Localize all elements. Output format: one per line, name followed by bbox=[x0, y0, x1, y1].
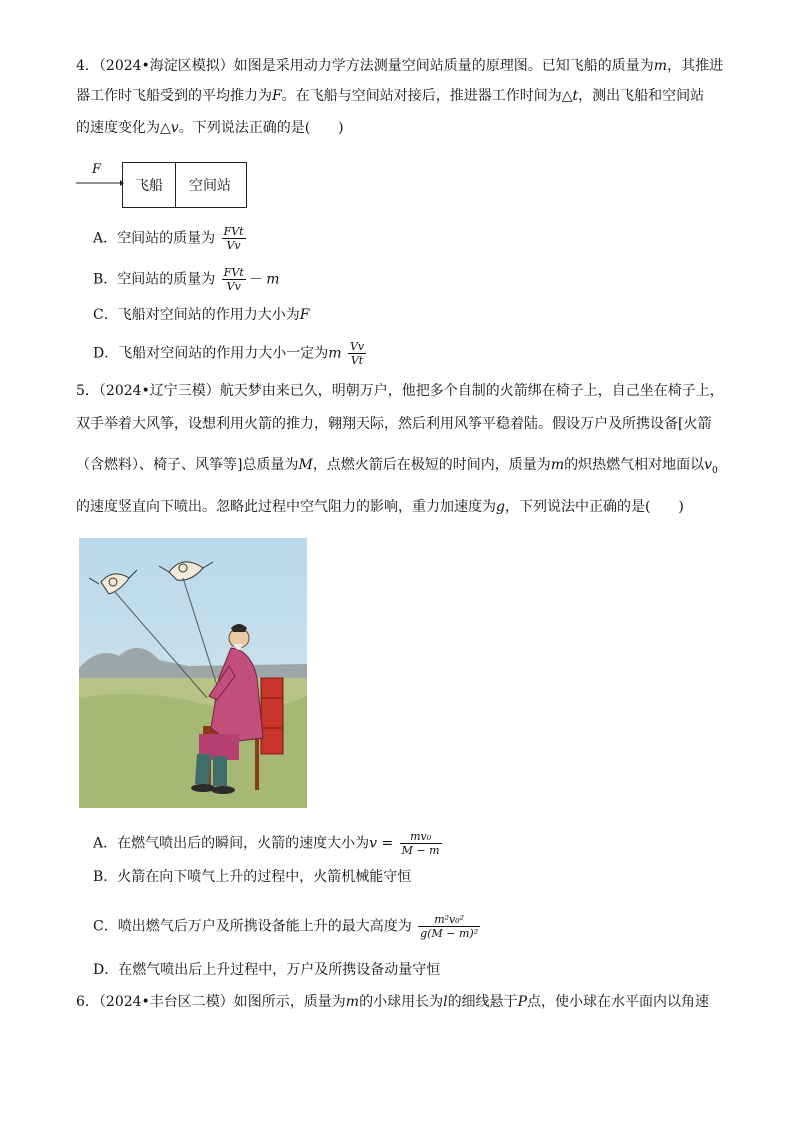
q4-diagram bbox=[76, 158, 256, 210]
q5-option-d[interactable]: D．在燃气喷出后上升过程中，万户及所携设备动量守恒 bbox=[93, 962, 441, 978]
q4-line-2: 器工作时飞船受到的平均推力为F。在飞船与空间站对接后，推进器工作时间为△t，测出飞船和空间站 bbox=[76, 88, 705, 104]
fraction: $\frac{\text{FVt}}{Vv}$ bbox=[223, 225, 244, 252]
q4-line-3: 的速度变化为△v。下列说法正确的是( ) bbox=[76, 120, 344, 136]
q5-line-4: 的速度竖直向下喷出。忽略此过程中空气阻力的影响，重力加速度为g，下列说法中正确的是( ) bbox=[76, 499, 684, 515]
q4-option-b[interactable]: B．空间站的质量为 $\frac{\text{FVt}}{Vv}$ － m bbox=[93, 266, 280, 293]
q5-option-a[interactable]: A．在燃气喷出后的瞬间，火箭的速度大小为v = $\frac{\text{mv₀}}{M - m}$ bbox=[93, 830, 440, 857]
fraction: $\frac{\text{m²v₀²}}{\text{g(M − m)²}}$ bbox=[420, 913, 479, 940]
q4-option-a[interactable]: A．空间站的质量为 $\frac{\text{FVt}}{Vv}$ bbox=[93, 225, 244, 252]
q6-line-1: 6．（2024•丰台区二模）如图所示，质量为m的小球用长为l的细线悬于P点，使小球在水平面内以角速 bbox=[76, 994, 709, 1010]
force-arrow-icon bbox=[76, 178, 124, 188]
force-label: F bbox=[92, 162, 102, 177]
q5-line-2: 双手举着大风筝，设想利用火箭的推力，翱翔天际，然后利用风筝平稳着陆。假设万户及所携设备[火箭 bbox=[76, 416, 712, 432]
spaceship-box: 飞船 bbox=[122, 162, 176, 208]
fraction: $\frac{\text{FVt}}{Vv}$ bbox=[223, 266, 244, 293]
q4-option-d[interactable]: D．飞船对空间站的作用力大小一定为m $\frac{Vv}{Vt}$ bbox=[93, 340, 365, 367]
q4-line-1: 4．（2024•海淀区模拟）如图是采用动力学方法测量空间站质量的原理图。已知飞船的质量为m，其推进 bbox=[76, 58, 724, 74]
q5-line-1: 5．（2024•辽宁三模）航天梦由来已久，明朝万户，他把多个自制的火箭绑在椅子上，自己坐在椅子上， bbox=[76, 383, 724, 399]
fraction: $\frac{\text{mv₀}}{M - m}$ bbox=[401, 830, 440, 857]
wanhu-illustration bbox=[79, 538, 307, 808]
q5-line-3: （含燃料）、椅子、风筝等]总质量为M，点燃火箭后在极短的时间内，质量为m的炽热燃气相对地面以$v_0$ bbox=[76, 457, 718, 476]
q4-option-c[interactable]: C．飞船对空间站的作用力大小为F bbox=[93, 307, 310, 323]
fraction: $\frac{Vv}{Vt}$ bbox=[349, 340, 365, 367]
space-station-box: 空间站 bbox=[174, 162, 247, 208]
q5-option-c[interactable]: C．喷出燃气后万户及所携设备能上升的最大高度为 $\frac{\text{m²v₀²}}{\text{g(M − m)²}}$ bbox=[93, 913, 479, 940]
q5-option-b[interactable]: B．火箭在向下喷气上升的过程中，火箭机械能守恒 bbox=[93, 869, 412, 885]
